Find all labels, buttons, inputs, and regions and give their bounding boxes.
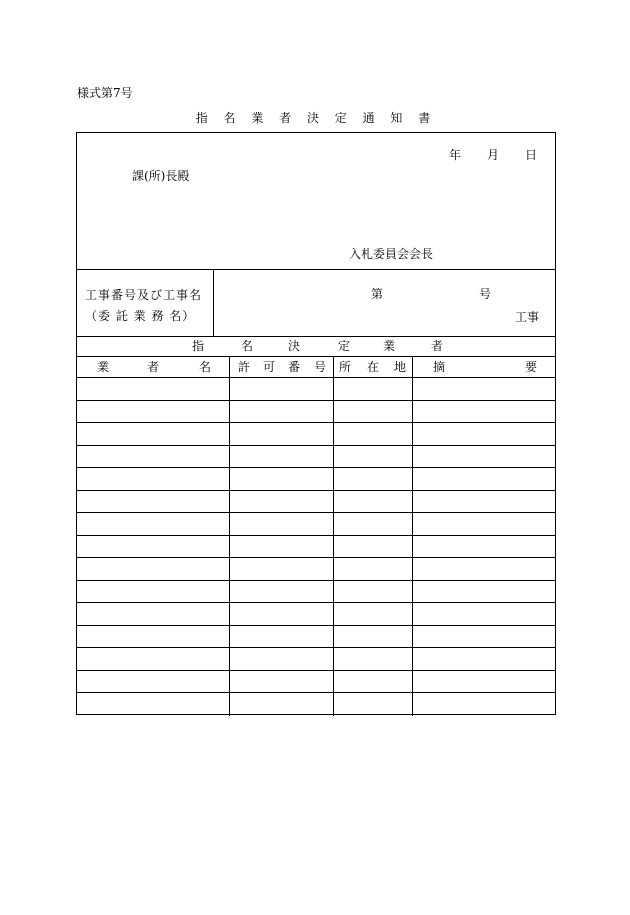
column-header-location: 在 — [367, 360, 380, 374]
column-header-vendor-name: 者 — [147, 360, 160, 374]
work-suffix: 工事 — [515, 310, 540, 324]
work-section — [77, 269, 555, 337]
section-heading-char: 指 — [192, 339, 205, 353]
date-month: 月 — [486, 148, 499, 162]
column-header-vendor-name: 業 — [97, 360, 110, 374]
section-heading — [77, 336, 555, 357]
table-row — [77, 491, 555, 514]
table-row — [77, 513, 555, 536]
section-heading-char: 名 — [241, 339, 254, 353]
column-header-row — [77, 357, 555, 378]
section-heading-char: 定 — [338, 339, 351, 353]
table-row — [77, 693, 555, 716]
date-day: 日 — [524, 148, 537, 162]
date-year: 年 — [448, 148, 461, 162]
vendor-table-body — [77, 378, 555, 716]
table-row — [77, 423, 555, 446]
column-header-location: 地 — [394, 360, 407, 374]
table-row — [77, 626, 555, 649]
column-header-license-number: 可 — [263, 360, 276, 374]
issuer: 入札委員会会長 — [349, 247, 434, 261]
date-line — [449, 146, 537, 163]
table-row — [77, 603, 555, 626]
column-header-location: 所 — [339, 360, 352, 374]
column-header-vendor-name: 名 — [199, 360, 212, 374]
section-heading-char: 決 — [288, 339, 301, 353]
work-number-suffix: 号 — [479, 287, 492, 301]
section-heading-char: 者 — [431, 339, 444, 353]
work-label-cell — [77, 269, 214, 336]
work-label-line2: （委 託 業 務 名） — [85, 309, 196, 323]
header-section — [77, 133, 555, 270]
recipient: 課(所)長殿 — [132, 169, 190, 183]
work-label-line1: 工事番号及び工事名 — [85, 288, 203, 302]
form-number: 様式第7号 — [77, 86, 133, 100]
table-row — [77, 401, 555, 424]
table-row — [77, 378, 555, 401]
column-header-license-number: 号 — [314, 360, 327, 374]
column-header-license-number: 番 — [288, 360, 301, 374]
table-row — [77, 671, 555, 694]
table-row — [77, 581, 555, 604]
document-title: 指 名 業 者 決 定 通 知 書 — [195, 111, 437, 125]
section-heading-char: 業 — [383, 339, 396, 353]
column-header-remarks: 要 — [525, 360, 538, 374]
table-row — [77, 648, 555, 671]
work-number-prefix: 第 — [371, 287, 384, 301]
table-row — [77, 446, 555, 469]
table-row — [77, 468, 555, 491]
table-row — [77, 558, 555, 581]
table-row — [77, 536, 555, 559]
column-header-remarks: 摘 — [433, 360, 446, 374]
notice-form — [76, 132, 556, 715]
column-header-license-number: 許 — [238, 360, 251, 374]
